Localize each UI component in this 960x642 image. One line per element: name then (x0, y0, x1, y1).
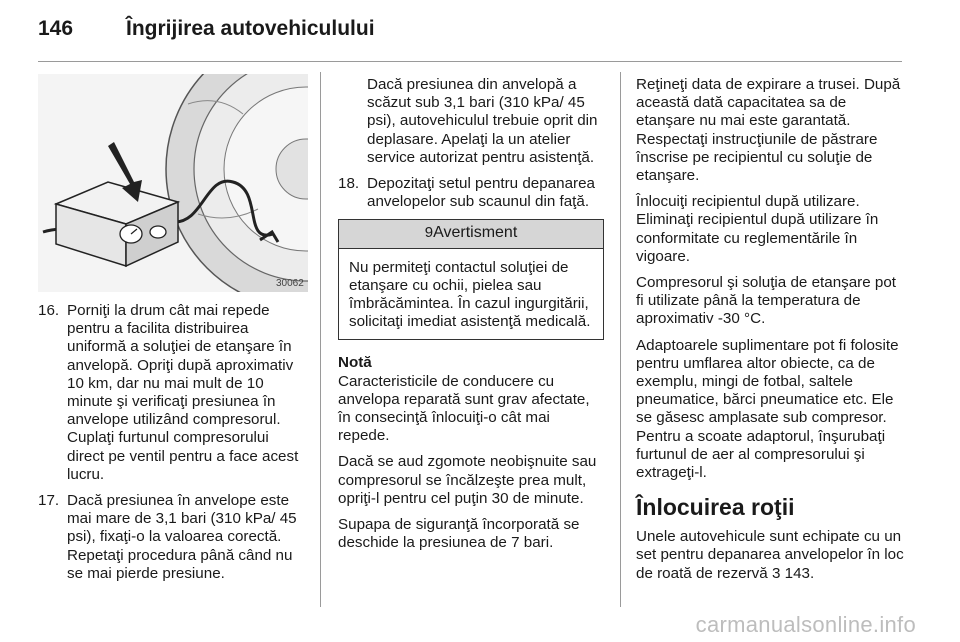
page-header (38, 14, 375, 44)
watermark: carmanualsonline.info (695, 612, 916, 637)
column-2 (338, 76, 604, 560)
column-divider-2 (620, 72, 621, 607)
page-reference-link[interactable]: 143. (784, 564, 815, 582)
paragraph: Supapa de siguranţă încorporată se deschide la presiunea de 7 bari. (338, 516, 580, 552)
note-label: Notă (338, 354, 372, 372)
paragraph: Înlocuiţi recipientul după utilizare. Eliminaţi recipientul după utilizare în conformitate cu reglementările în vigoare. (636, 193, 879, 265)
note-text: Caracteristicile de conducere cu anvelopa reparată sunt grav afectate, în consecinţă înlocuiţi-o cât mai repede. (338, 372, 590, 445)
compressor-tire-drawing (38, 74, 308, 292)
warning-text: Nu permiteţi contactul soluţiei de etanşare cu ochii, pielea sau îmbrăcămintea. În cazul ingurgitării, solicitaţi imediat asistenţă medicală. (349, 258, 591, 331)
paragraph: Reţineţi data de expirare a trusei. După această dată capacitatea sa de etanşare nu mai este garantată. Respectaţi instrucţiunile de păstrare înscrise pe recipientul cu soluţie de etanşare. (636, 76, 901, 185)
warning-header (339, 220, 603, 248)
page-number: 146 (38, 17, 74, 40)
list-item-text: Depozitaţi setul pentru depanarea anvelopelor sub scaunul din faţă. (367, 175, 595, 211)
list-item-number: 16. (38, 302, 60, 319)
paragraph-text: Unele autovehicule sunt echipate cu un set pentru depanarea anvelopelor în loc de roată de rezervă (636, 528, 904, 582)
section-heading: Înlocuirea roţii (636, 494, 795, 521)
list-item-17 (38, 492, 306, 583)
list-item-18 (338, 175, 604, 211)
compressor-illustration (38, 74, 308, 292)
paragraph: Dacă se aud zgomote neobişnuite sau compresorul se încălzeşte prea mult, opriţi-l pentru cel puţin 30 de minute. (338, 453, 597, 507)
list-item-16 (38, 302, 306, 484)
paragraph: Compresorul şi soluţia de etanşare pot fi utilizate până la temperatura de aproximativ -30 °C. (636, 274, 897, 328)
continued-step-text: Dacă presiunea din anvelopă a scăzut sub 3,1 bari (310 kPa/ 45 psi), autovehiculul trebuie oprit din deplasare. Apelaţi la un atelier service autorizat pentru asistenţă. (367, 76, 598, 166)
figure-code: 30062 (276, 278, 304, 289)
header-rule (38, 61, 902, 62)
page-title: Îngrijirea autovehiculului (126, 17, 375, 40)
warning-box (338, 219, 604, 340)
page-reference-arrow-icon: 3 (771, 564, 781, 582)
warning-triangle-icon: 9 (424, 224, 434, 242)
column-3 (636, 76, 904, 591)
list-item-text: Dacă presiunea în anvelope este mai mare de 3,1 bari (310 kPa/ 45 psi), fixaţi-o la valoarea corectă. Repetaţi procedura până când nu se mai pierde presiune. (67, 492, 297, 582)
list-item-number: 17. (38, 492, 60, 510)
paragraph: Adaptoarele suplimentare pot fi folosite pentru umflarea altor obiecte, ca de exemplu, mingi de fotbal, saltele pneumatice, bărci pneumatice etc. Ele se găsesc amplasate sub compresor. Pentru a scoate adaptorul, înşurubaţi furtunul de aer al compresorului şi extrageţi-l. (636, 336, 899, 482)
paragraph (636, 528, 904, 583)
column-divider-1 (320, 72, 321, 607)
warning-title: Avertisment (433, 224, 518, 242)
column-1 (38, 302, 306, 591)
list-item-text: Porniţi la drum cât mai repede pentru a facilita distribuirea uniformă a soluţiei de etanşare în anvelopă. Opriţi după aproximativ 10 km, dar nu mai mult de 10 minute şi verificaţi presiunea în anvelope utilizând compresorul. Cuplaţi furtunul compresorului direct pe ventil pentru a face acest lucru. (67, 302, 299, 483)
list-item-number: 18. (338, 175, 360, 193)
